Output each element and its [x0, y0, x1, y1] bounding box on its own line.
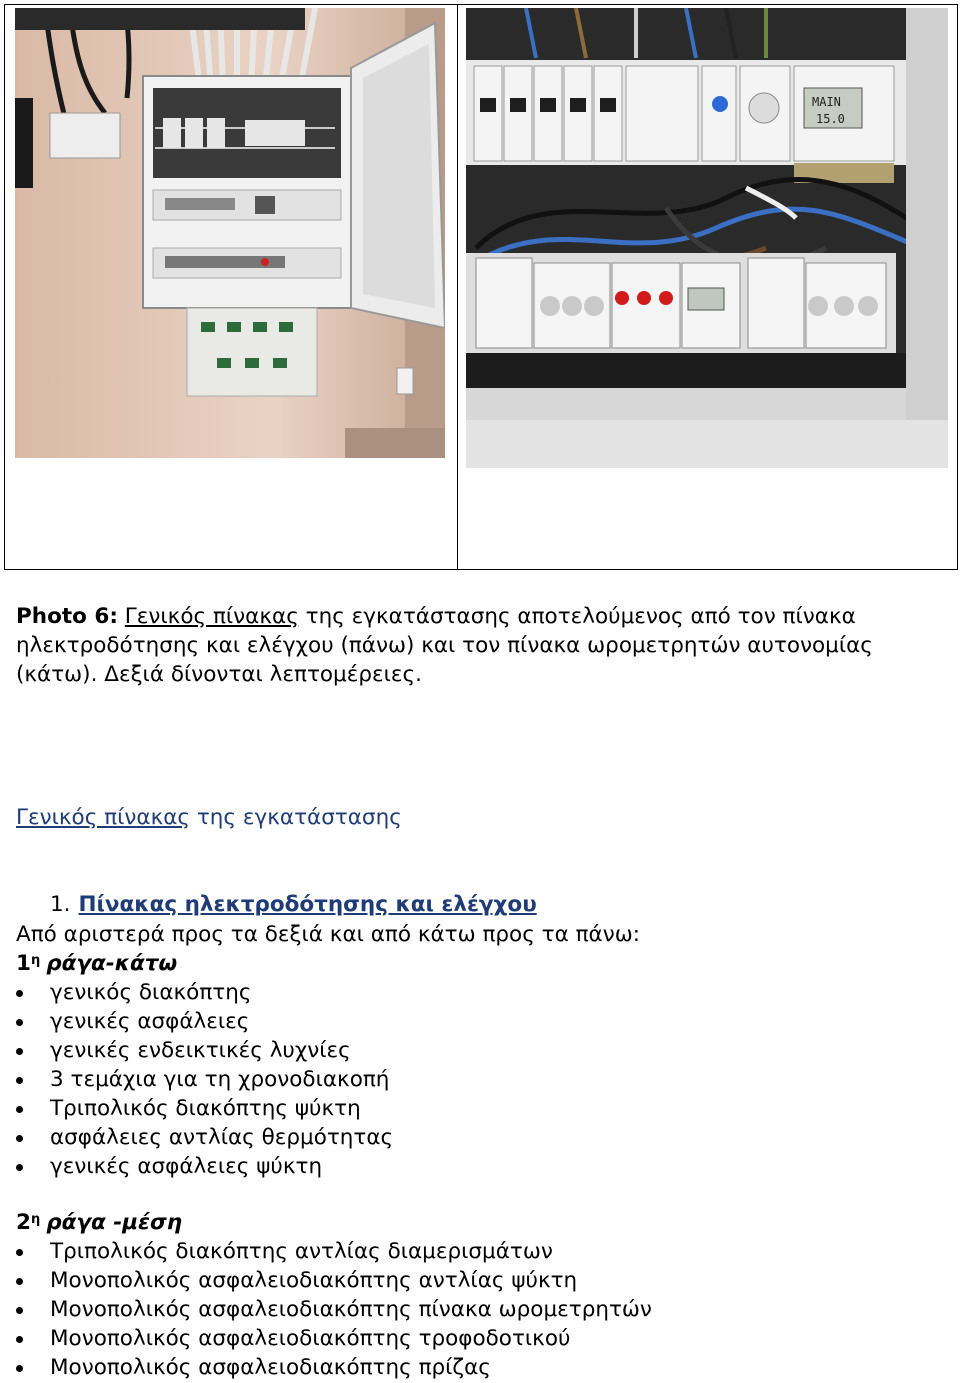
heading-1-text[interactable]: Πίνακας ηλεκτροδότησης και ελέγχου — [78, 892, 537, 917]
list-item: ασφάλειες αντλίας θερμότητας — [0, 1123, 393, 1152]
bullet-icon — [16, 1249, 23, 1256]
list-item: Μονοπολικός ασφαλειοδιακόπτης πρίζας — [0, 1353, 652, 1382]
photo-panel-overview — [15, 8, 445, 458]
meter-display-line1: MAIN — [812, 95, 841, 109]
table-divider — [457, 5, 458, 569]
caption-text: της εγκατάστασης αποτελούμενος από τον πίνακα ηλεκτροδότησης και ελέγχου (πάνω) και τον πίνακα ωρομετρητών αυτονομίας (κάτω). Δεξιά δίνονται λεπτομέρειες. — [16, 604, 873, 687]
list-item: γενικός διακόπτης — [0, 978, 393, 1007]
list-item: Τριπολικός διακόπτης αντλίας διαμερισμάτων — [0, 1237, 652, 1266]
intro-text: Από αριστερά προς τα δεξιά και από κάτω προς τα πάνω: — [16, 922, 640, 947]
bullet-icon — [16, 1164, 23, 1171]
photo-table — [4, 4, 958, 570]
rail2-num: 2 — [16, 1210, 31, 1235]
list-item: Μονοπολικός ασφαλειοδιακόπτης τροφοδοτικού — [0, 1324, 652, 1353]
section-title — [16, 803, 402, 832]
caption-label: Photo 6: — [16, 604, 118, 629]
section-title-link[interactable]: Γενικός πίνακας — [16, 805, 191, 830]
meter-display-line2: 15.0 — [816, 112, 845, 126]
rail2-heading — [16, 1208, 182, 1237]
photo-panel-detail — [466, 8, 948, 468]
list-item: γενικές ασφάλειες — [0, 1007, 393, 1036]
caption-link[interactable]: Γενικός πίνακας — [124, 604, 299, 629]
bullet-icon — [16, 1106, 23, 1113]
rail1-list — [0, 978, 393, 1181]
bullet-icon — [16, 1278, 23, 1285]
bullet-icon — [16, 1048, 23, 1055]
list-item: Μονοπολικός ασφαλειοδιακόπτης πίνακα ωρομετρητών — [0, 1295, 652, 1324]
panel-detail-illustration — [466, 8, 948, 468]
bullet-icon — [16, 1077, 23, 1084]
indicator-lamps — [615, 291, 673, 305]
rail2-list — [0, 1237, 652, 1382]
panel-overview-illustration — [15, 8, 445, 458]
rail1-num: 1 — [16, 951, 31, 976]
bullet-icon — [16, 1336, 23, 1343]
rail1-heading — [16, 949, 177, 978]
bullet-icon — [16, 990, 23, 997]
bullet-icon — [16, 1019, 23, 1026]
list-item: 3 τεμάχια για τη χρονοδιακοπή — [0, 1065, 393, 1094]
heading-1-number: 1. — [50, 892, 71, 917]
section-title-rest: της εγκατάστασης — [190, 805, 402, 830]
rail2-label: ράγα -μέση — [46, 1210, 183, 1235]
bullet-icon — [16, 1365, 23, 1372]
rail1-sup: η — [30, 953, 41, 968]
list-item: γενικές ενδεικτικές λυχνίες — [0, 1036, 393, 1065]
list-item: Τριπολικός διακόπτης ψύκτη — [0, 1094, 393, 1123]
heading-1 — [50, 890, 537, 919]
photo-caption — [16, 602, 916, 689]
rail1-label: ράγα-κάτω — [46, 951, 178, 976]
bullet-icon — [16, 1135, 23, 1142]
rail2-sup: η — [30, 1212, 41, 1227]
bullet-icon — [16, 1307, 23, 1314]
list-item: γενικές ασφάλειες ψύκτη — [0, 1152, 393, 1181]
list-item: Μονοπολικός ασφαλειοδιακόπτης αντλίας ψύκτη — [0, 1266, 652, 1295]
